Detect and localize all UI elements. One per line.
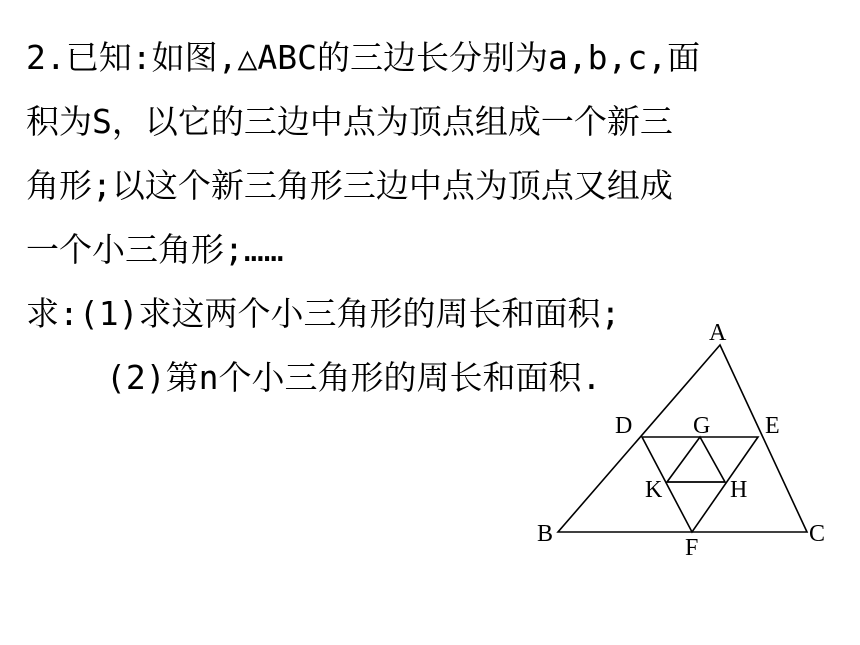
label-f: F: [685, 535, 699, 561]
triangle-def: [642, 437, 758, 532]
label-b: B: [537, 521, 554, 547]
label-c: C: [809, 521, 826, 547]
label-k: K: [645, 477, 663, 503]
problem-statement: [26, 26, 826, 410]
label-d: D: [615, 413, 633, 439]
triangle-ghk: [667, 437, 725, 482]
problem-line-1: 2.已知:如图,△ABC的三边长分别为a,b,c,面: [26, 38, 701, 77]
problem-line-3: 角形;以这个新三角形三边中点为顶点又组成: [26, 166, 673, 205]
label-a: A: [709, 320, 727, 346]
label-h: H: [730, 477, 748, 503]
label-g: G: [693, 413, 711, 439]
problem-line-4: 一个小三角形;……: [26, 230, 284, 269]
problem-line-2: 积为S，以它的三边中点为顶点组成一个新三: [26, 102, 673, 141]
label-e: E: [765, 413, 780, 439]
question-part-1: 求:(1)求这两个小三角形的周长和面积;: [26, 294, 621, 333]
question-part-2: (2)第n个小三角形的周长和面积.: [106, 358, 602, 397]
